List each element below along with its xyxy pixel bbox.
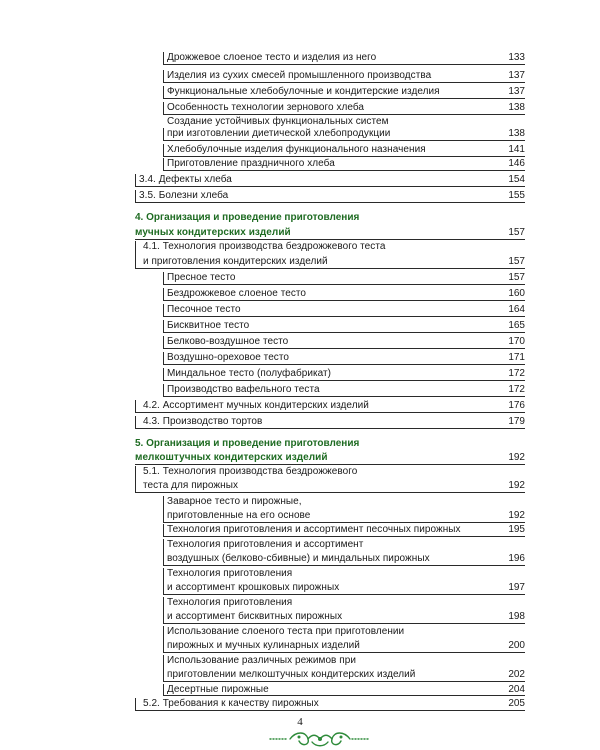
toc-entry[interactable]: Бисквитное тесто 165 bbox=[163, 320, 525, 333]
toc-entry[interactable]: Песочное тесто 164 bbox=[163, 304, 525, 317]
toc-entry[interactable]: при изготовлении диетической хлебопродукции 138 bbox=[163, 128, 525, 141]
toc-entry[interactable]: и ассортимент крошковых пирожных 197 bbox=[163, 582, 525, 595]
toc-entry[interactable]: 3.4. Дефекты хлеба 154 bbox=[135, 174, 525, 187]
toc-entry[interactable]: Функциональные хлебобулочные и кондитерские изделия 137 bbox=[163, 86, 525, 99]
toc-entry[interactable]: теста для пирожных 192 bbox=[135, 480, 525, 493]
toc-entry[interactable]: 3.5. Болезни хлеба 155 bbox=[135, 190, 525, 203]
toc-entry-line: Использование различных режимов при bbox=[163, 655, 525, 668]
toc-entry-line: Технология приготовления bbox=[163, 568, 525, 581]
floral-ornament-icon bbox=[268, 728, 372, 750]
toc-entry[interactable]: и приготовления кондитерских изделий 157 bbox=[135, 256, 525, 269]
chapter-heading: 4. Организация и проведение приготовления bbox=[135, 212, 360, 223]
toc-entry[interactable]: Приготовление праздничного хлеба 146 bbox=[163, 158, 525, 171]
page-number: 4 bbox=[297, 716, 303, 728]
toc-entry[interactable]: приготовлении мелкоштучных кондитерских изделий 202 bbox=[163, 669, 525, 682]
toc-entry[interactable]: Производство вафельного теста 172 bbox=[163, 384, 525, 397]
toc-entry-line: Технология приготовления bbox=[163, 597, 525, 610]
toc-entry[interactable]: 4.2. Ассортимент мучных кондитерских изделий 176 bbox=[135, 400, 525, 413]
toc-entry[interactable]: Бездрожжевое слоеное тесто 160 bbox=[163, 288, 525, 301]
toc-entry[interactable]: Белково-воздушное тесто 170 bbox=[163, 336, 525, 349]
toc-entry[interactable]: Пресное тесто 157 bbox=[163, 272, 525, 285]
toc-entry[interactable]: Десертные пирожные 204 bbox=[163, 684, 525, 696]
toc-entry[interactable]: Дрожжевое слоеное тесто и изделия из него 133 bbox=[163, 52, 525, 65]
toc-entry[interactable]: Хлебобулочные изделия функционального назначения 141 bbox=[163, 144, 525, 157]
toc-entry-line: Технология приготовления и ассортимент bbox=[163, 539, 525, 552]
toc-entry[interactable]: 4.3. Производство тортов 179 bbox=[135, 416, 525, 429]
toc-entry[interactable]: мелкоштучных кондитерских изделий 192 bbox=[135, 452, 525, 463]
chapter-heading: 5. Организация и проведение приготовления bbox=[135, 438, 360, 449]
toc-entry-line: Заварное тесто и пирожные, bbox=[163, 496, 525, 509]
toc-entry-line: 4.1. Технология производства бездрожжевого теста bbox=[135, 241, 525, 254]
toc-entry[interactable]: приготовленные на его основе 192 bbox=[163, 510, 525, 523]
toc-entry[interactable]: воздушных (белково-сбивные) и миндальных пирожных 196 bbox=[163, 553, 525, 566]
toc-entry-line: 5.1. Технология производства бездрожжевого bbox=[135, 466, 525, 479]
toc-entry[interactable]: и ассортимент бисквитных пирожных 198 bbox=[163, 611, 525, 624]
toc-entry[interactable]: Изделия из сухих смесей промышленного производства 137 bbox=[163, 70, 525, 83]
toc-entry[interactable]: 5.2. Требования к качеству пирожных 205 bbox=[135, 698, 525, 711]
toc-entry[interactable]: мучных кондитерских изделий 157 bbox=[135, 227, 525, 238]
toc-entry[interactable]: пирожных и мучных кулинарных изделий 200 bbox=[163, 640, 525, 653]
toc-entry[interactable]: Технология приготовления и ассортимент песочных пирожных 195 bbox=[163, 524, 525, 537]
toc-entry-line: Использование слоеного теста при приготовлении bbox=[163, 626, 525, 639]
toc-entry-line: Создание устойчивых функциональных систем bbox=[167, 116, 389, 127]
toc-entry[interactable]: Воздушно-ореховое тесто 171 bbox=[163, 352, 525, 365]
toc-entry[interactable]: Особенность технологии зернового хлеба 138 bbox=[163, 102, 525, 115]
toc-entry[interactable]: Миндальное тесто (полуфабрикат) 172 bbox=[163, 368, 525, 381]
